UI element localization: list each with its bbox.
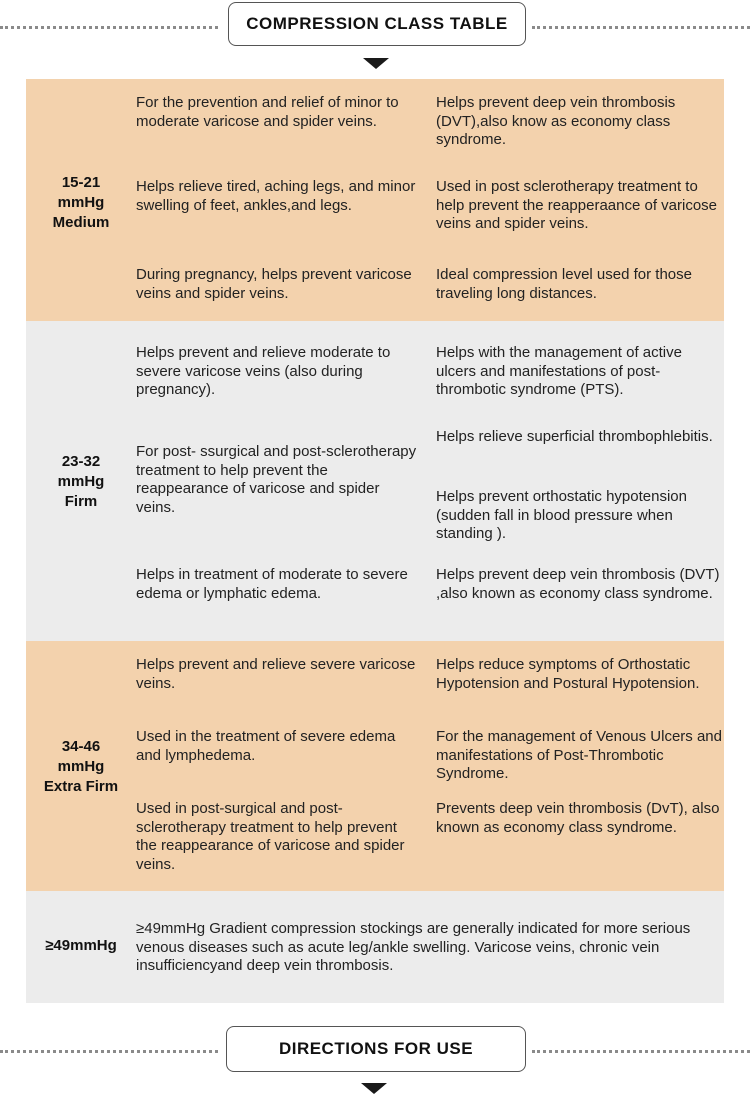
- class-range: ≥49mmHg: [45, 937, 117, 954]
- class-label-firm: [26, 452, 136, 512]
- left-dotted-divider: [0, 1050, 218, 1053]
- indication-cell: Helps prevent orthostatic hypotension (sudden fall in blood pressure when standing ).: [436, 488, 687, 542]
- class-label-extra-firm: [26, 737, 136, 797]
- indication-cell: Used in post sclerotherapy treatment to help prevent the reapperaance of varicose veins and spider veins.: [436, 178, 718, 232]
- class-level: Firm: [64, 493, 98, 510]
- indication-cell: Helps prevent deep vein thrombosis (DVT) ,also known as economy class syndrome.: [436, 566, 720, 602]
- indication-cell: Helps relieve superficial thrombophlebitis.: [436, 428, 713, 445]
- class-range: 15-21: [61, 174, 101, 191]
- class-unit: mmHg: [57, 194, 105, 211]
- class-level: Medium: [52, 214, 110, 231]
- class-label-49mmhg: [26, 936, 136, 956]
- class-range: 34-46: [61, 738, 101, 755]
- class-label-medium: [26, 173, 136, 233]
- class-row-medium: [26, 79, 724, 321]
- indication-cell: Helps reduce symptoms of Orthostatic Hypotension and Postural Hypotension.: [436, 656, 700, 692]
- indication-cell: Helps prevent and relieve moderate to severe varicose veins (also during pregnancy).: [136, 344, 391, 398]
- indication-cell: Helps in treatment of moderate to severe edema or lymphatic edema.: [136, 566, 408, 602]
- right-dotted-divider: [532, 1050, 750, 1053]
- indication-cell: For the prevention and relief of minor to moderate varicose and spider veins.: [136, 94, 399, 130]
- indication-cell: Prevents deep vein thrombosis (DvT), also known as economy class syndrome.: [436, 800, 720, 836]
- directions-title-box: [226, 1026, 526, 1072]
- class-row-49mmhg: [26, 891, 724, 1003]
- indication-cell: For the management of Venous Ulcers and manifestations of Post-Thrombotic Syndrome.: [436, 728, 722, 782]
- indication-cell: Used in the treatment of severe edema and lymphedema.: [136, 728, 396, 764]
- right-dotted-divider: [532, 26, 750, 29]
- indication-cell: Used in post-surgical and post-sclerotherapy treatment to help prevent the reappearance of varicose and spider veins.: [136, 800, 405, 873]
- indication-cell: Helps prevent and relieve severe varicose veins.: [136, 656, 416, 692]
- down-arrow-icon: [361, 1083, 387, 1094]
- class-range: 23-32: [61, 453, 101, 470]
- class-unit: mmHg: [57, 758, 105, 775]
- indication-cell: Ideal compression level used for those traveling long distances.: [436, 266, 692, 302]
- left-dotted-divider: [0, 26, 218, 29]
- compression-table-header: [0, 2, 750, 52]
- compression-table-title: COMPRESSION CLASS TABLE: [246, 14, 508, 33]
- indication-cell: For post- ssurgical and post-sclerotherapy treatment to help prevent the reappearance of varicose and spider veins.: [136, 443, 417, 516]
- down-arrow-icon: [363, 58, 389, 69]
- class-unit: mmHg: [57, 473, 105, 490]
- indication-cell: ≥49mmHg Gradient compression stockings are generally indicated for more serious venous diseases such as acute leg/ankle swelling. Varicose veins, chronic vein insufficiencyand deep vein thrombosis.: [136, 920, 691, 974]
- directions-title: DIRECTIONS FOR USE: [278, 1039, 474, 1058]
- indication-cell: Helps relieve tired, aching legs, and minor swelling of feet, ankles,and legs.: [136, 178, 416, 214]
- indication-cell: Helps prevent deep vein thrombosis (DVT),also know as economy class syndrome.: [436, 94, 676, 148]
- class-level: Extra Firm: [43, 778, 119, 795]
- directions-header: [0, 1026, 750, 1076]
- indication-cell: Helps with the management of active ulcers and manifestations of post-thrombotic syndrome (PTS).: [436, 344, 682, 398]
- compression-table-title-box: [228, 2, 526, 46]
- indication-cell: During pregnancy, helps prevent varicose veins and spider veins.: [136, 266, 412, 302]
- class-row-extra-firm: [26, 641, 724, 891]
- class-row-firm: [26, 321, 724, 641]
